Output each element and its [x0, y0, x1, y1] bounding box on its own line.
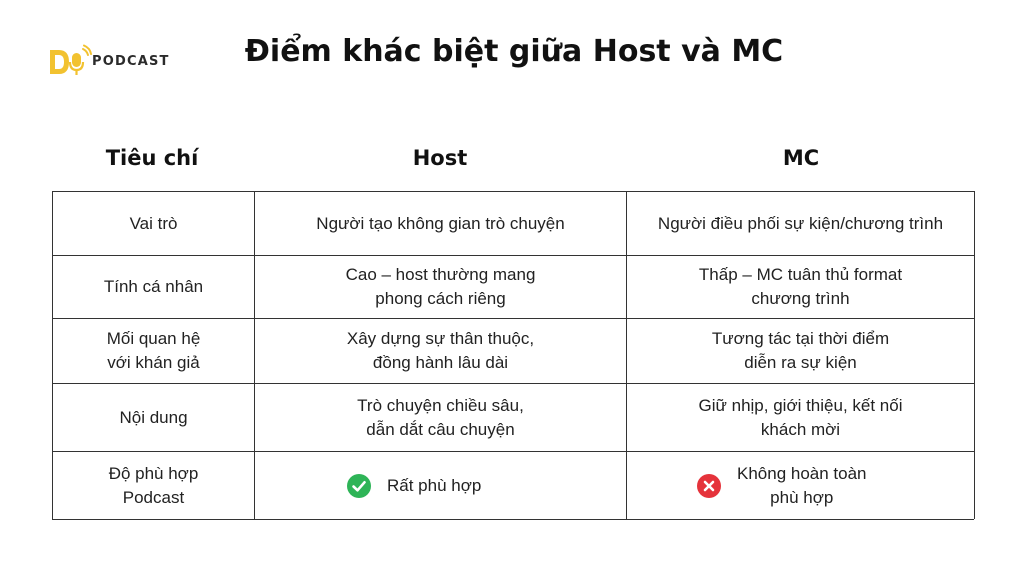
- column-header-criterion: Tiêu chí: [105, 146, 199, 170]
- host-cell: [255, 384, 626, 451]
- cell-text: Mối quan hệ: [106, 329, 201, 348]
- cell-text: với khán giả: [107, 353, 200, 372]
- cell-text: diễn ra sự kiện: [744, 353, 857, 372]
- cell-text: Trò chuyện chiều sâu,: [357, 395, 524, 415]
- cell-text: Tương tác tại thời điểm: [711, 329, 890, 348]
- mc-cell: [627, 256, 974, 318]
- mc-cell: [627, 452, 974, 519]
- cell-text: Độ phù hợp: [108, 463, 199, 483]
- cell-text: Thấp – MC tuân thủ format: [698, 265, 903, 284]
- cell-text: Người điều phối sự kiện/chương trình: [657, 213, 944, 233]
- criterion-cell: [53, 384, 254, 451]
- cell-text: Vai trò: [129, 213, 178, 233]
- column-header-mc: MC: [782, 146, 820, 170]
- mc-cell: [627, 192, 974, 255]
- page-title: Điểm khác biệt giữa Host và MC: [244, 34, 784, 69]
- cell-text: Cao – host thường mang: [345, 265, 536, 284]
- criterion-cell: [53, 256, 254, 318]
- column-header-host: Host: [412, 146, 468, 170]
- cell-text: chương trình: [751, 289, 850, 308]
- host-cell: [255, 319, 626, 383]
- cell-text: Giữ nhịp, giới thiệu, kết nối: [698, 395, 903, 415]
- cell-text: Không hoàn toàn: [737, 463, 867, 483]
- criterion-cell: [53, 192, 254, 255]
- x-circle-icon: [697, 474, 721, 498]
- mc-cell: [627, 319, 974, 383]
- cell-text: Người tạo không gian trò chuyện: [316, 213, 565, 233]
- cell-text: Podcast: [122, 487, 185, 507]
- cell-text: dẫn dắt câu chuyện: [366, 419, 515, 439]
- criterion-cell: [53, 319, 254, 383]
- cell-text: phù hợp: [770, 487, 834, 507]
- cell-text: đồng hành lâu dài: [372, 353, 509, 372]
- host-cell: [255, 256, 626, 318]
- logo-text: PODCAST: [92, 53, 170, 69]
- check-circle-icon: [347, 474, 371, 498]
- host-cell: [255, 192, 626, 255]
- cell-text: khách mời: [760, 419, 841, 439]
- mc-cell: [627, 384, 974, 451]
- criterion-cell: [53, 452, 254, 519]
- cell-text: phong cách riêng: [375, 289, 506, 308]
- cell-text: Rất phù hợp: [387, 475, 482, 495]
- cell-text: Tính cá nhân: [103, 277, 204, 296]
- host-cell: [255, 452, 626, 519]
- cell-text: Xây dựng sự thân thuộc,: [346, 329, 535, 348]
- cell-text: Nội dung: [119, 407, 188, 427]
